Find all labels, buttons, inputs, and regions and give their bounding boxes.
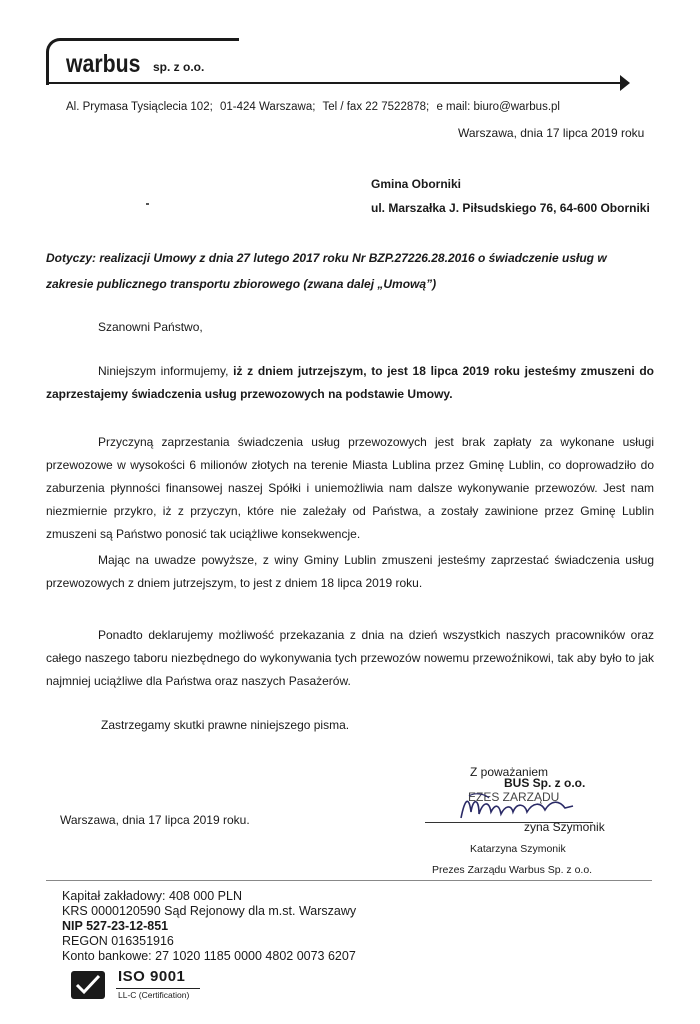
- stamp-company: BUS Sp. z o.o.: [504, 776, 586, 790]
- address-phone: Tel / fax 22 7522878;: [322, 101, 430, 113]
- iso-rule: [116, 988, 200, 989]
- paragraph-3-text: Mając na uwadze powyższe, z winy Gminy Lublin zmuszeni jesteśmy zaprzestać świadczenia usług przewozowych z dniem jutrzejszym, to jest z dniem 18 lipca 2019 roku.: [46, 553, 654, 590]
- footer-nip: NIP 527-23-12-851: [62, 919, 169, 933]
- iso-subtitle: LL-C (Certification): [118, 990, 190, 1000]
- paragraph-1-prefix: Niniejszym informujemy,: [98, 364, 234, 378]
- company-logo: warbus: [66, 50, 141, 78]
- paragraph-2: [46, 431, 654, 546]
- paragraph-4: [46, 624, 654, 693]
- arrow-icon: [620, 75, 630, 91]
- regards-text: Z poważaniem: [470, 765, 549, 779]
- footer-regon: REGON 016351916: [62, 934, 174, 948]
- footer-capital: Kapitał zakładowy: 408 000 PLN: [62, 889, 242, 903]
- iso-certification-icon: [70, 970, 106, 1000]
- letter-date: Warszawa, dnia 17 lipca 2019 roku: [458, 126, 645, 140]
- paragraph-4-text: Ponadto deklarujemy możliwość przekazania z dnia na dzień wszystkich naszych pracowników oraz całego naszego taboru niezbędnego do wykonywania tych przewozów nowemu przewoźnikowi, tak aby było to jak najmniej uciążliwe dla Państwa oraz naszych Pasażerów.: [46, 628, 654, 688]
- paragraph-2-text: Przyczyną zaprzestania świadczenia usług przewozowych jest brak zapłaty za wykonane usługi przewozowe w wysokości 6 milionów złotych na terenie Miasta Lublina przez Gminę Lublin, co doprowadziło do zaburzenia płynności finansowej naszej Spółki i uniemożliwia nam dalsze wykonywanie przewozów. Jest nam niezmiernie przykro, iż z przyczyn, które nie zależały od Państwa, a zostały zawinione przez Gminę Lublin zmuszeni są Państwo ponosić tak uciążliwe konsekwencje.: [46, 435, 654, 541]
- address-city: 01-424 Warszawa;: [220, 101, 316, 113]
- legal-reservation: Zastrzegamy skutki prawne niniejszego pisma.: [101, 718, 350, 732]
- recipient-name: Gmina Oborniki: [371, 177, 462, 191]
- stamp-name: zyna Szymonik: [524, 820, 605, 834]
- letter-subject: Dotyczy: realizacji Umowy z dnia 27 lutego 2017 roku Nr BZP.27226.28.2016 o świadczenie usług w zakresie publicznego transportu zbiorowego (zwana dalej „Umową”): [46, 251, 607, 291]
- scan-speck: [146, 203, 149, 205]
- address-street: Al. Prymasa Tysiąclecia 102;: [66, 101, 213, 113]
- handwritten-signature: [455, 788, 585, 824]
- paragraph-1: [46, 360, 654, 406]
- signer-name: Katarzyna Szymonik: [470, 843, 566, 855]
- salutation: Szanowni Państwo,: [98, 320, 203, 334]
- signer-title: Prezes Zarządu Warbus Sp. z o.o.: [432, 864, 593, 876]
- stamp-title: EZES ZARZĄDU: [468, 790, 560, 804]
- paragraph-1-bold: iż z dniem jutrzejszym, to jest 18 lipca 2019 roku jesteśmy zmuszeni do zaprzestajemy świadczenia usług przewozowych na podstawie Umowy.: [46, 364, 655, 401]
- letterhead-rule: [46, 82, 624, 84]
- footer-krs: KRS 0000120590 Sąd Rejonowy dla m.st. Warszawy: [62, 904, 357, 918]
- letterhead-address: [66, 101, 564, 113]
- company-logo-suffix: sp. z o.o.: [153, 60, 205, 74]
- paragraph-3: [46, 549, 654, 595]
- footer-rule: [46, 880, 652, 881]
- iso-title: ISO 9001: [118, 968, 186, 985]
- closing-date: Warszawa, dnia 17 lipca 2019 roku.: [60, 813, 250, 827]
- footer-bank: Konto bankowe: 27 1020 1185 0000 4802 0073 6207: [62, 949, 356, 963]
- recipient-address: ul. Marszałka J. Piłsudskiego 76, 64-600 Oborniki: [371, 201, 650, 215]
- address-email: e mail: biuro@warbus.pl: [436, 101, 560, 113]
